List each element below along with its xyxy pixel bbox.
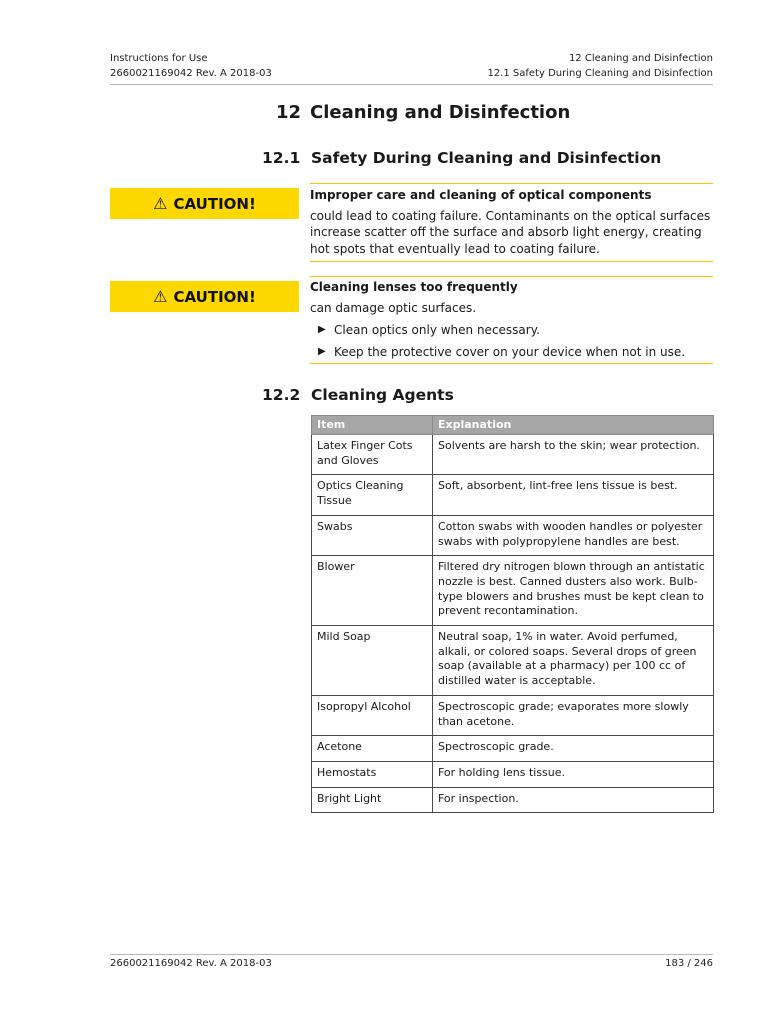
- explanation-cell: Solvents are harsh to the skin; wear protection.: [433, 435, 714, 475]
- item-cell: Hemostats: [312, 761, 433, 787]
- item-cell: Isopropyl Alcohol: [312, 695, 433, 735]
- step-item: [310, 322, 713, 339]
- warning-triangle-icon: ⚠: [153, 194, 168, 213]
- caution-label: CAUTION!: [173, 194, 256, 213]
- caution-badge: [110, 281, 299, 312]
- explanation-cell: Cotton swabs with wooden handles or polyester swabs with polypropylene handles are best.: [433, 515, 714, 555]
- caution-text: could lead to coating failure. Contaminants on the optical surfaces increase scatter off the surface and absorb light energy, creating hot spots that eventually lead to coating failure.: [310, 208, 711, 256]
- arrow-right-icon: ▶: [318, 345, 326, 357]
- cleaning-agents-table: [311, 415, 714, 813]
- chapter-title: Cleaning and Disinfection: [310, 102, 571, 123]
- item-cell: Latex Finger Cots and Gloves: [312, 435, 433, 475]
- column-header-explanation: Explanation: [433, 416, 714, 435]
- running-chapter: 12 Cleaning and Disinfection: [568, 53, 713, 64]
- step-text: Keep the protective cover on your device when not in use.: [334, 344, 686, 359]
- caution-label: CAUTION!: [173, 287, 256, 306]
- item-cell: Mild Soap: [312, 626, 433, 696]
- section-heading-cleaning-agents: [262, 386, 454, 404]
- explanation-cell: Soft, absorbent, lint-free lens tissue is best.: [433, 475, 714, 515]
- explanation-cell: Neutral soap, 1% in water. Avoid perfumed, alkali, or colored soaps. Several drops of green soap (available at a pharmacy) per 100 cc of distilled water is acceptable.: [433, 626, 714, 696]
- footer-divider: [110, 954, 713, 955]
- step-text: Clean optics only when necessary.: [334, 323, 540, 337]
- section-heading-safety: [262, 149, 661, 167]
- table-row: [312, 787, 714, 813]
- table-row: [312, 736, 714, 762]
- item-cell: Bright Light: [312, 787, 433, 813]
- caution-top-rule: [310, 183, 713, 184]
- caution-bottom-rule: [310, 261, 713, 262]
- table-row: [312, 515, 714, 555]
- footer-doc-number: 2660021169042 Rev. A 2018-03: [110, 958, 272, 969]
- header-right: [487, 51, 713, 81]
- warning-triangle-icon: ⚠: [153, 287, 168, 306]
- explanation-cell: Spectroscopic grade.: [433, 736, 714, 762]
- table-header-row: [312, 416, 714, 435]
- page-number: 183 / 246: [665, 958, 713, 969]
- step-item: [310, 344, 713, 361]
- section-title: Cleaning Agents: [311, 386, 454, 404]
- caution-badge: [110, 188, 299, 219]
- explanation-cell: Spectroscopic grade; evaporates more slowly than acetone.: [433, 695, 714, 735]
- doc-type: Instructions for Use: [110, 53, 208, 64]
- caution-bottom-rule: [310, 363, 713, 364]
- header-divider: [110, 84, 713, 85]
- caution-message: [310, 187, 713, 257]
- running-section: 12.1 Safety During Cleaning and Disinfection: [487, 68, 713, 79]
- table-row: [312, 556, 714, 626]
- table-row: [312, 695, 714, 735]
- section-number: 12.2: [262, 386, 301, 404]
- chapter-heading: [276, 102, 570, 123]
- table-row: [312, 626, 714, 696]
- caution-title: Improper care and cleaning of optical components: [310, 188, 652, 202]
- caution-title: Cleaning lenses too frequently: [310, 280, 518, 294]
- chapter-number: 12: [276, 102, 302, 123]
- explanation-cell: For holding lens tissue.: [433, 761, 714, 787]
- header-left: [110, 51, 272, 81]
- arrow-right-icon: ▶: [318, 324, 326, 335]
- caution-text: can damage optic surfaces.: [310, 300, 477, 315]
- section-title: Safety During Cleaning and Disinfection: [311, 149, 662, 167]
- item-cell: Acetone: [312, 736, 433, 762]
- item-cell: Optics Cleaning Tissue: [312, 475, 433, 515]
- column-header-item: Item: [312, 416, 433, 435]
- explanation-cell: For inspection.: [433, 787, 714, 813]
- item-cell: Blower: [312, 556, 433, 626]
- caution-message: [310, 279, 713, 365]
- section-number: 12.1: [262, 149, 301, 167]
- table-row: [312, 435, 714, 475]
- caution-steps: [310, 322, 713, 360]
- caution-top-rule: [310, 276, 713, 277]
- table-row: [312, 761, 714, 787]
- doc-number: 2660021169042 Rev. A 2018-03: [110, 68, 272, 79]
- explanation-cell: Filtered dry nitrogen blown through an antistatic nozzle is best. Canned dusters also work. Bulb-type blowers and brushes must be kept clean to prevent recontamination.: [433, 556, 714, 626]
- table-row: [312, 475, 714, 515]
- item-cell: Swabs: [312, 515, 433, 555]
